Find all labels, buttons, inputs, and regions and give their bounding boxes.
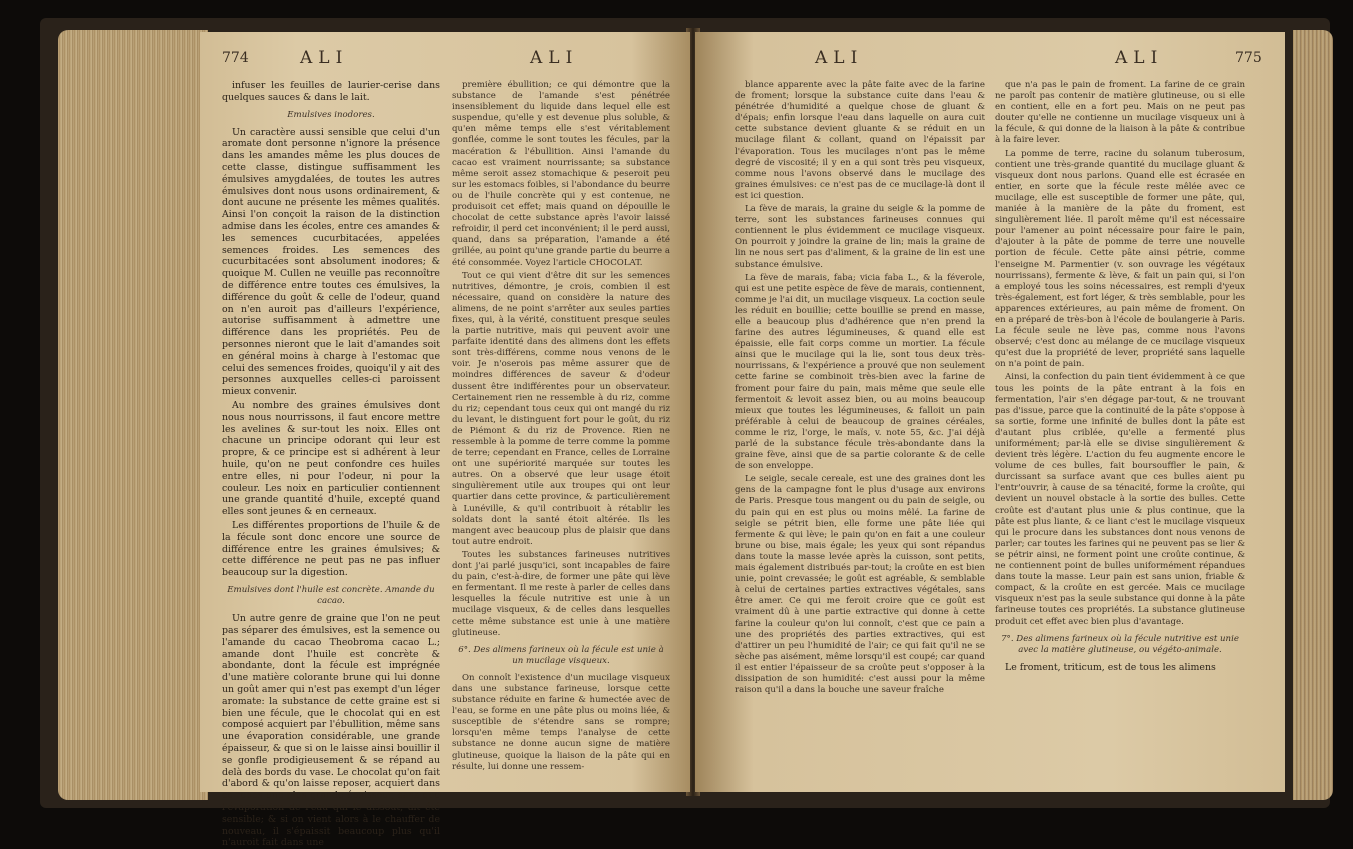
paragraph: Au nombre des graines émulsives dont nous nous nourrissons, il faut encore mettre les avelines & sur-tout les noix. Elles ont chacune un principe odorant qui leur est propre, & ce principe est si adhérent à leur huile, qu'on ne peut confondre ces huiles entre elles, ni pour l'odeur, ni pour la couleur. Les noix en particulier contiennent une grande quantité d'huile, excepté quand elles sont jeunes & en cerneaux.	[222, 400, 440, 518]
paragraph: infuser les feuilles de laurier-cerise dans quelques sauces & dans le lait.	[222, 80, 440, 103]
paragraph: première ébullition; ce qui démontre que la substance de l'amande s'est pénétrée insensiblement du liquide dans lequel elle est suspendue, qu'elle y est devenue plus soluble, & qu'en même temps elle s'est véritablement gonflée, comme le sont toutes les fécules, par la macération & l'ébullition. Ainsi l'amande du cacao est vraiment nourrissante; sa substance même seroit assez stomachique & peseroit peu sur les estomacs foibles, si l'abondance du beurre ou de l'huile concrète qui y est contenue, ne produisoit cet effet; mais quand on dépouille le chocolat de cette substance après l'avoir laissé refroidir, il perd cet inconvénient; il le perd aussi, quand, dans sa préparation, l'amande a été grillée, au point qu'une grande partie du beurre a été consommée. Voyez l'article CHOCOLAT.	[452, 80, 670, 268]
paragraph: Toutes les substances farineuses nutritives dont j'ai parlé jusqu'ici, sont incapables de faire du pain, c'est-à-dire, de former une pâte qui lève en fermentant. Il me reste à parler de celles dans lesquelles la fécule nutritive est unie à un mucilage visqueux, & de celles dans lesquelles cette même substance est unie à une matière glutineuse.	[452, 549, 670, 638]
paragraph: Le seigle, secale cereale, est une des graines dont les gens de la campagne font le plus d'usage aux environs de Paris. Presque tous mangent ou du pain de seigle, ou du pain qui en est plus ou moins mêlé. La farine de seigle se pétrit bien, elle forme une pâte liée qui fermente & qui lève; le pain qu'on en fait a une couleur brune ou bise, mais égale; les yeux qui sont répandus dans toute la masse levée après la cuisson, sont petits, mais également distribués par-tout; la croûte en est bien unie, point crevassée; le goût est agréable, & semblable à celui de certaines parties extractives végétales, sans être amer. Ce qui me feroit croire que ce goût est vraiment dû à une partie extractive qui donne à cette farine la couleur qu'on lui connoît, c'est que ce pain a une des propriétés des parties extractives, qui est d'attirer un peu l'humidité de l'air; ce qui fait qu'il ne se sèche pas aisément, même lorsqu'il est coupé; car quand il est entier l'épaisseur de sa croûte peut s'opposer à la dissipation de son humidité: c'est aussi pour la même raison qu'il a dans la bouche une saveur fraîche	[735, 474, 985, 696]
page-edges-left	[58, 30, 208, 800]
running-head: ALI	[300, 48, 349, 68]
paragraph: blance apparente avec la pâte faite avec de la farine de froment; lorsque la substance cuite dans l'eau & pénétrée d'humidité a quelque chose de gluant & d'épais; enfin lorsque l'eau dans laquelle on aura cuit cette substance devient gluante & se réduit en un mucilage filant & collant, quand on l'épaissit par l'évaporation. Tous les mucilages n'ont pas le même degré de viscosité; il y en a qui sont très peu visqueux, comme nous l'avons observé dans le mucilage des graines émulsives: ce n'est pas de ce mucilage-là dont il est ici question.	[735, 80, 985, 201]
page-number: 775	[1235, 50, 1262, 66]
paragraph: Tout ce qui vient d'être dit sur les semences nutritives, démontre, je crois, combien il est nécessaire, quand on considère la nature des alimens, de ne point s'arrêter aux seules parties fixes, qui, à la vérité, constituent presque seules la partie nutritive, mais qui peuvent avoir une parfaite identité dans des alimens dont les effets sont très-différens, comme nous venons de le voir. Je n'oserois pas même assurer que de moindres différences de saveur & d'odeur dussent être indifférentes pour un observateur. Certainement rien ne ressemble à du riz, comme du riz; cependant tous ceux qui ont mangé du riz du levant, le distinguent fort pour le goût, du riz de Piémont & du riz de Provence. Rien ne ressemble à la pomme de terre comme la pomme de terre; cependant en France, celles de Lorraine ont une supériorité marquée sur toutes les autres. On a observé que leur usage étoit singulièrement utile aux troupes qui ont leur quartier dans cette province, & particulièrement à Lunéville, & qu'il contribuoit à rétablir les soldats dont la santé étoit altérée. Ils les mangent avec beaucoup plus de plaisir que dans tout autre endroit.	[452, 270, 670, 547]
page-edges-right	[1293, 30, 1333, 800]
right-page	[695, 32, 1285, 792]
column-1	[222, 80, 440, 849]
paragraph: Les différentes proportions de l'huile & de la fécule sont donc encore une source de différence entre les graines émulsives; & cette différence ne peut pas ne pas influer beaucoup sur la digestion.	[222, 519, 440, 579]
paragraph: Ainsi, la confection du pain tient évidemment à ce que tous les points de la pâte entrant à la fois en fermentation, l'air s'en dégage par-tout, & ne trouvant pas d'issue, parce que la continuité de la pâte s'oppose à sa sortie, forme une infinité de bulles dont la pâte est d'autant plus criblée, qu'elle a fermenté plus uniformément; par-là elle se divise singulièrement & devient très légère. L'action du feu augmente encore le volume de ces bulles, fait boursouffler le pain, & durcissant sa surface avant que ces bulles aient pu l'entr'ouvrir, à cause de sa ténacité, forme la croûte, qui devient un nouvel obstacle à la sortie des bulles. Cette croûte est d'autant plus unie & plus continue, que la pâte est plus liante, & ce liant c'est le mucilage visqueux qui le procure dans les substances dont nous venons de parler; car toutes les farines qui ne peuvent pas se lier & se pétrir ainsi, ne forment point une croûte continue, & ne contiennent point de bulles uniformément répandues dans toute la masse. Leur pain est sans union, friable & compact, & la croûte en est gercée. Mais ce mucilage visqueux n'est pas la seule substance qui donne à la pâte farineuse toutes ces propriétés. La substance glutineuse produit cet effet avec bien plus d'avantage.	[995, 372, 1245, 627]
paragraph: On connoît l'existence d'un mucilage visqueux dans une substance farineuse, lorsque cette substance réduite en farine & humectée avec de l'eau, se forme en une pâte plus ou moins liée, & susceptible de s'étendre sans se rompre; lorsqu'en même temps l'analyse de cette substance ne donne aucun signe de matière glutineuse, quoique la liaison de la pâte qui en résulte, lui donne une ressem-	[452, 672, 670, 772]
paragraph: Un autre genre de graine que l'on ne peut pas séparer des émulsives, est la semence ou l'amande du cacao Theobroma cacao L.; amande dont l'huile est concrète & abondante, dont la fécule est imprégnée d'une matière colorante brune qui lui donne un goût amer qui n'est pas exempt d'un léger aromate: la substance de cette graine est si bien une fécule, que le chocolat qui en est composé acquiert par l'ébullition, même sans une évaporation considérable, une grande épaisseur, & que si on le laisse ainsi bouillir il se gonfle prodigieusement & se répand au delà des bords du vase. Le chocolat qu'on fait d'abord & qu'on laisse reposer, acquiert dans ce repos une plus grande épaisseur, sans que l'évaporation de l'eau qui le dissout, ait été sensible; & si on vient alors à le chauffer de nouveau, il s'épaissit beaucoup plus qu'il n'auroit fait dans une	[222, 613, 440, 849]
paragraph: La fève de marais, la graine du seigle & la pomme de terre, sont les substances farineuses connues qui contiennent le plus évidemment ce mucilage visqueux. On pourroit y joindre la graine de lin; mais la graine de lin ne nous sert pas d'aliment, & la graine de lin est une substance émulsive.	[735, 204, 985, 270]
section-heading: Emulsives dont l'huile est concrète. Amande du cacao.	[227, 584, 435, 607]
page-number: 774	[222, 50, 249, 66]
running-head: ALI	[530, 48, 579, 68]
column-1	[735, 80, 985, 780]
section-heading: Emulsives inodores.	[287, 109, 375, 120]
section-heading: 6°. Des alimens farineux où la fécule est unie à un mucilage visqueux.	[458, 644, 664, 666]
column-2	[452, 80, 670, 780]
paragraph: que n'a pas le pain de froment. La farine de ce grain ne paroît pas contenir de matière glutineuse, ou si elle en contient, elle en a fort peu. Mais on ne peut pas douter qu'elle ne contienne un mucilage visqueux uni à la fécule, & qui donne de la liaison à la pâte & contribue à la faire lever.	[995, 80, 1245, 146]
column-2	[995, 80, 1245, 780]
left-page	[200, 32, 690, 849]
paragraph: Un caractère aussi sensible que celui d'un aromate dont personne n'ignore la présence dans les amandes même les plus douces de cette classe, distingue suffisamment les émulsives amygdalées, de toutes les autres émulsives dont nous usons ordinairement, & dont aucune ne présente les mêmes qualités. Ainsi l'on conçoit la raison de la distinction admise dans les écoles, entre ces amandes & les semences cucurbitacées, appelées semences froides. Les semences des cucurbitacées sont absolument inodores; & quoique M. Cullen ne veuille pas reconnoître de différence entre toutes ces émulsives, la différence du goût & celle de l'odeur, quand on n'en auroit pas d'ailleurs l'expérience, autorise suffisamment à admettre une différence dans les propriétés. Peu de personnes nieront que le lait d'amandes soit en général moins à charge à l'estomac que celui des semences froides, quoiqu'il y ait des personnes auxquelles celles-ci paroissent mieux convenir.	[222, 126, 440, 398]
paragraph: La pomme de terre, racine du solanum tuberosum, contient une très-grande quantité du mucilage gluant & visqueux dont nous parlons. Quand elle est écrasée en entier, en sorte que la fécule reste mêlée avec ce mucilage, elle est susceptible de former une pâte, qui, maniée à la manière de la pâte du froment, est singulièrement liée. Il paroît même qu'il est nécessaire pour l'amener au point nécessaire pour faire le pain, d'ajouter à la pâte de pomme de terre une nouvelle portion de fécule. Cette pâte ainsi pétrie, comme l'enseigne M. Parmentier (v. son ouvrage les végétaux nourrissans), fermente & lève, & fait un pain qui, si l'on a employé tous les soins nécessaires, est rempli d'yeux très-également, est fort léger, & très semblable, pour les apparences extérieures, au pain même de froment. On en a préparé de très-bon à l'école de boulangerie à Paris. La fécule seule ne lève pas, comme nous l'avons observé; c'est donc au mélange de ce mucilage visqueux qu'est due la propriété de lever, propriété sans laquelle on n'a point de pain.	[995, 148, 1245, 370]
section-heading: 7°. Des alimens farineux où la fécule nutritive est unie avec la matière glutineuse, ou végéto-animale.	[1001, 633, 1239, 655]
paragraph: Le froment, triticum, est de tous les alimens	[1005, 661, 1216, 673]
running-head: ALI	[1115, 48, 1164, 68]
paragraph: La fève de marais, faba; vicia faba L., & la féverole, qui est une petite espèce de fève de marais, contiennent, comme je l'ai dit, un mucilage visqueux. La coction seule les réduit en bouillie; cette bouillie se prend en masse, elle a beaucoup plus d'adhérence que n'en prend la farine des autres légumineuses, & quand elle est épaissie, elle fait corps comme un mortier. La fécule ainsi que le mucilage qui la lie, sont tous deux très-nourrissans, & l'expérience a prouvé que non seulement cette farine se combinoit très-bien avec la farine de froment pour faire du pain, mais même que seule elle fermentoit & levoit assez bien, ou au moins beaucoup mieux que toutes les légumineuses, & falloit un pain préférable à celui de beaucoup de graines céréales, comme le riz, l'orge, le maïs, v. note 55, &c. J'ai déjà parlé de la substance fécule très-abondante dans la graine fève, ainsi que de sa partie colorante & de celle de son enveloppe.	[735, 272, 985, 472]
running-head: ALI	[815, 48, 864, 68]
